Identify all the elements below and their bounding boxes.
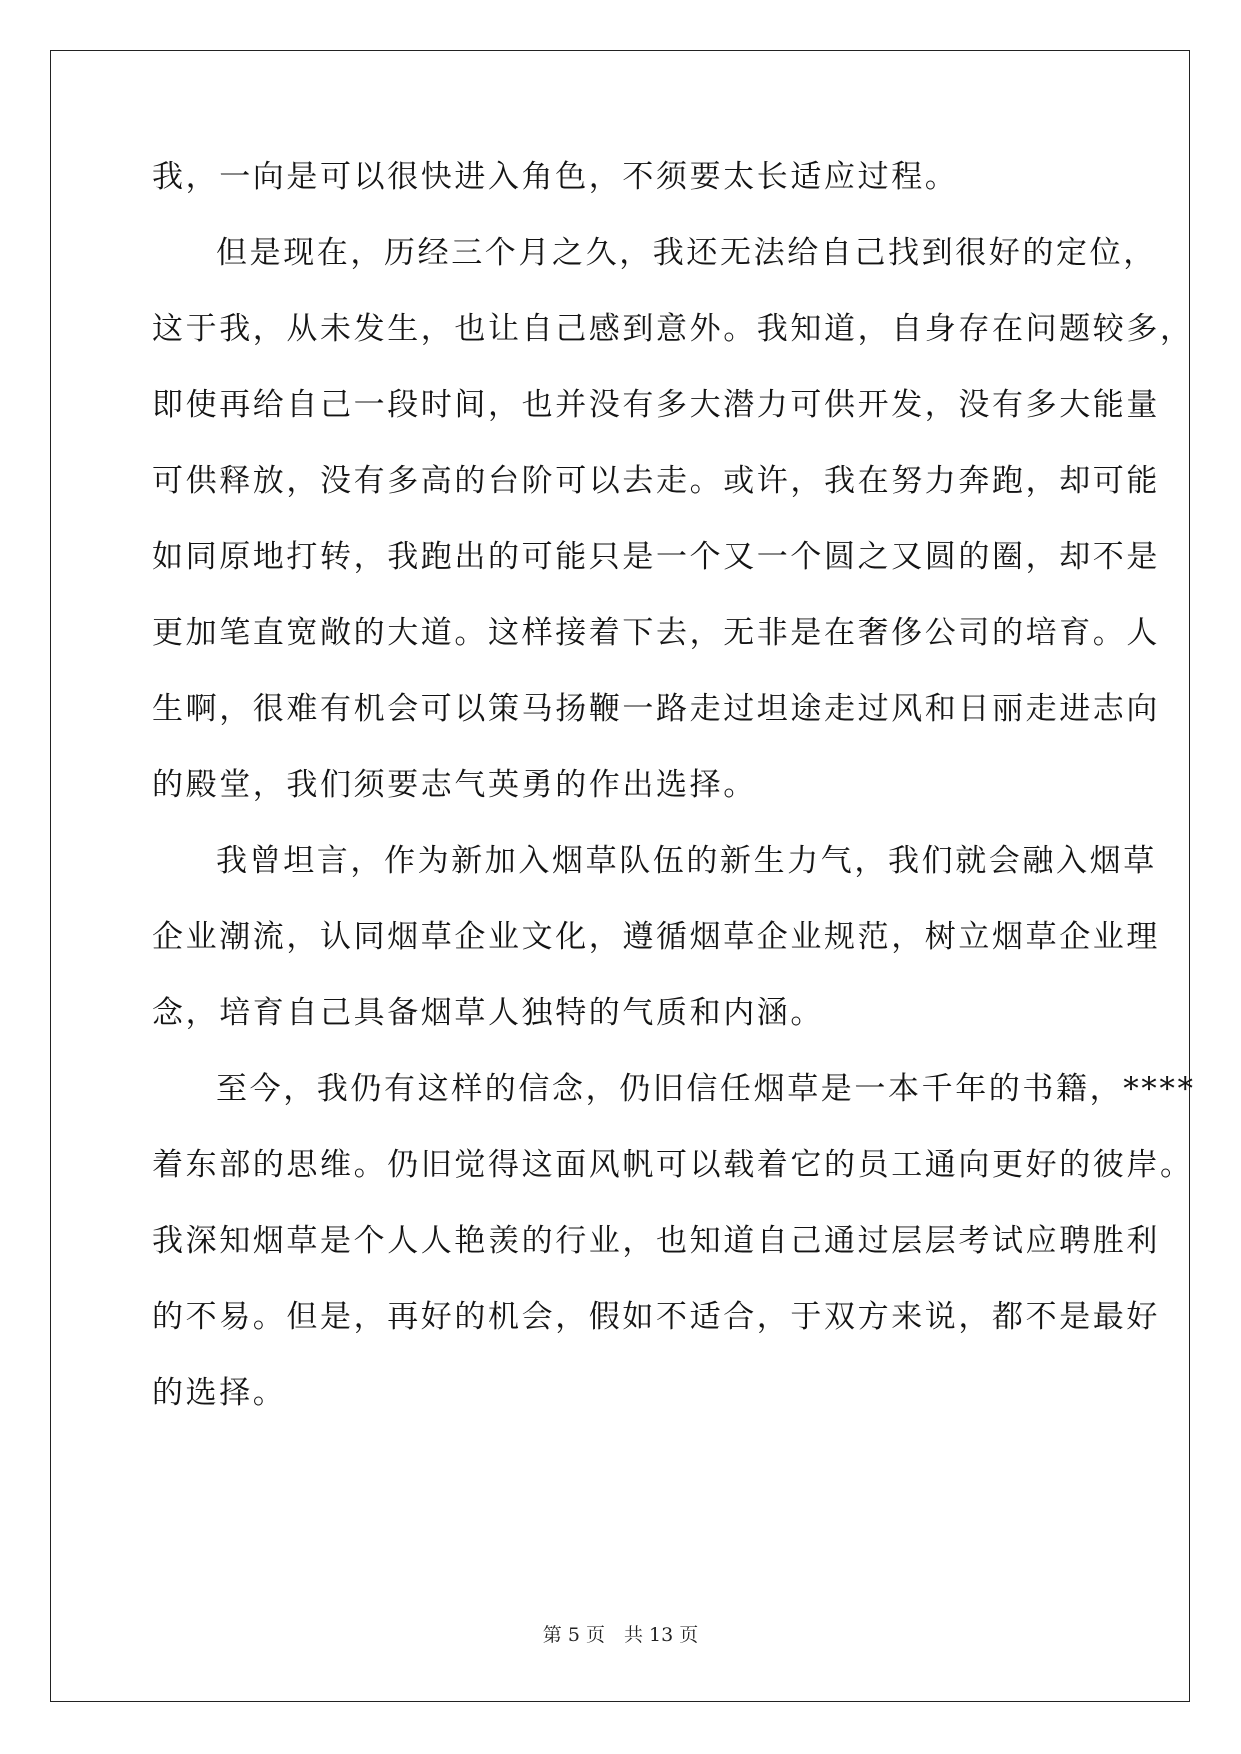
text-line: 这于我，从未发生，也让自己感到意外。我知道，自身存在问题较多，	[152, 311, 1194, 347]
text-line: 我深知烟草是个人人艳羡的行业，也知道自己通过层层考试应聘胜利	[152, 1223, 1160, 1259]
text-line: 的不易。但是，再好的机会，假如不适合，于双方来说，都不是最好	[152, 1299, 1160, 1335]
paragraph-start-line: 但是现在，历经三个月之久，我还无法给自己找到很好的定位，	[216, 235, 1157, 271]
text-line: 着东部的思维。仍旧觉得这面风帆可以载着它的员工通向更好的彼岸。	[152, 1147, 1194, 1183]
text-line: 可供释放，没有多高的台阶可以去走。或许，我在努力奔跑，却可能	[152, 463, 1160, 499]
text-line: 即使再给自己一段时间，也并没有多大潜力可供开发，没有多大能量	[152, 387, 1160, 423]
page-number-footer: 第 5 页 共 13 页	[542, 1624, 699, 1646]
text-line: 如同原地打转，我跑出的可能只是一个又一个圆之又圆的圈，却不是	[152, 539, 1160, 575]
text-line: 我，一向是可以很快进入角色，不须要太长适应过程。	[152, 159, 959, 195]
paragraph-start-line: 我曾坦言，作为新加入烟草队伍的新生力气，我们就会融入烟草	[216, 843, 1157, 879]
paragraph-start-line: 至今，我仍有这样的信念，仍旧信任烟草是一本千年的书籍，****	[216, 1071, 1196, 1107]
text-line: 企业潮流，认同烟草企业文化，遵循烟草企业规范，树立烟草企业理	[152, 919, 1160, 955]
text-line: 更加笔直宽敞的大道。这样接着下去，无非是在奢侈公司的培育。人	[152, 615, 1160, 651]
text-line: 的殿堂，我们须要志气英勇的作出选择。	[152, 767, 757, 803]
text-line: 念，培育自己具备烟草人独特的气质和内涵。	[152, 995, 824, 1031]
text-line: 生啊，很难有机会可以策马扬鞭一路走过坦途走过风和日丽走进志向	[152, 691, 1160, 727]
text-line: 的选择。	[152, 1375, 287, 1411]
